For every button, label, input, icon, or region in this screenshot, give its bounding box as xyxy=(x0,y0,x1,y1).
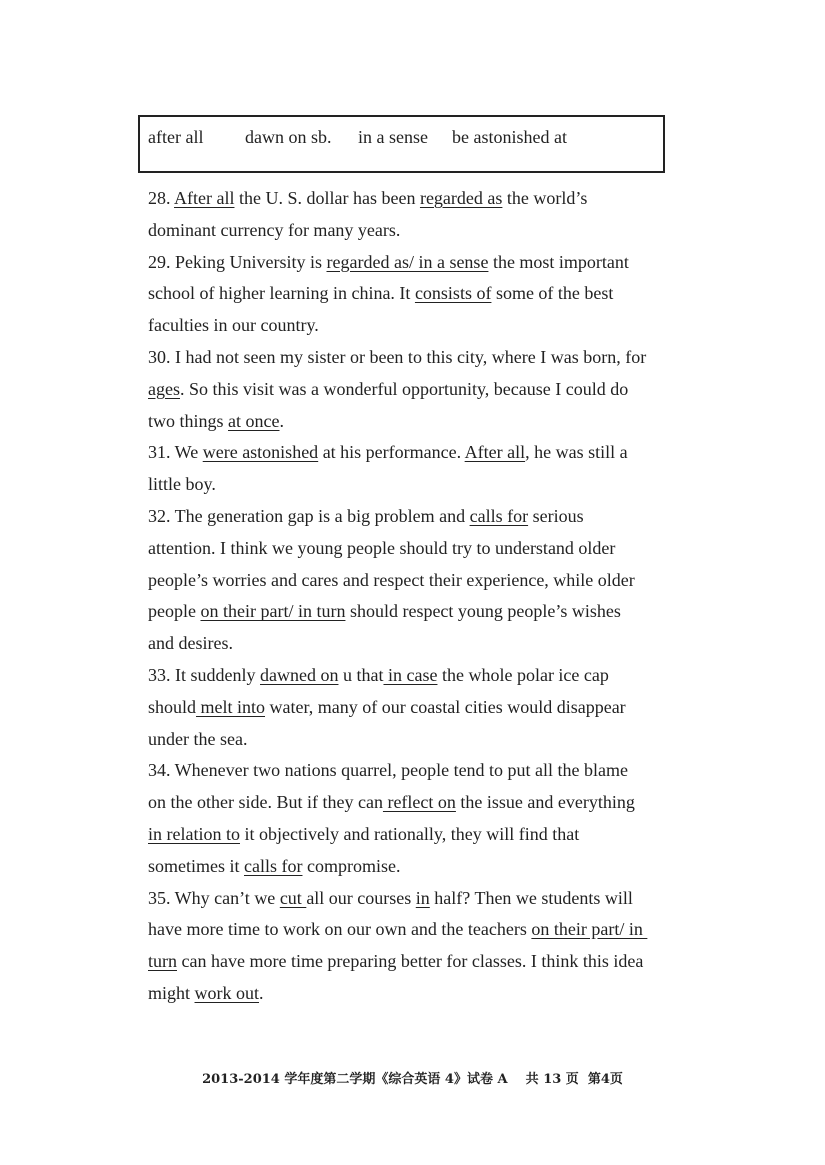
text-segment: half? Then we students will xyxy=(429,887,633,908)
text-line xyxy=(148,660,708,692)
text-segment: faculties in our country. xyxy=(148,315,319,336)
text-segment: have more time to work on our own and the teachers xyxy=(148,919,532,940)
text-segment: sometimes it xyxy=(148,855,244,876)
text-segment: 28. xyxy=(148,188,175,208)
text-segment: compromise. xyxy=(302,855,401,876)
text-segment: the most important xyxy=(488,251,629,272)
text-segment: should xyxy=(148,696,197,717)
text-line xyxy=(148,374,708,406)
underlined-answer: were astonished xyxy=(202,442,319,463)
text-segment: 32. The generation gap is a big problem and xyxy=(148,505,470,526)
text-line xyxy=(148,469,708,501)
text-segment: u that xyxy=(338,664,384,685)
text-segment: the U. S. dollar has been xyxy=(234,188,420,208)
underlined-answer: consists of xyxy=(414,283,492,304)
underlined-answer: regarded as/ in a sense xyxy=(326,251,489,272)
text-segment: . xyxy=(279,410,284,431)
text-segment: 30. I had not seen my sister or been to this city, where I was born, for xyxy=(148,346,647,367)
text-segment: people’s worries and cares and respect their experience, while older xyxy=(148,569,635,590)
text-line xyxy=(148,215,708,247)
underlined-answer: in relation to xyxy=(148,823,240,844)
underlined-answer: calls for xyxy=(244,855,303,876)
text-line xyxy=(148,978,708,1010)
text-line xyxy=(148,310,708,342)
text-segment: it objectively and rationally, they will find that xyxy=(239,823,580,844)
text-segment: the world’s xyxy=(502,188,588,208)
text-line xyxy=(148,533,708,565)
text-line xyxy=(148,787,708,819)
text-line xyxy=(148,851,708,883)
text-segment: two things xyxy=(148,410,229,431)
text-segment: and desires. xyxy=(148,633,233,654)
answer-text xyxy=(148,183,708,1010)
text-segment: , he was still a xyxy=(525,442,628,463)
word-option: in a sense xyxy=(358,127,428,147)
text-segment: some of the best xyxy=(491,283,614,304)
underlined-answer: in case xyxy=(383,664,438,685)
text-line xyxy=(148,183,708,215)
underlined-answer: After all xyxy=(464,442,526,463)
underlined-answer: on their part/ in xyxy=(531,919,648,940)
text-segment: on the other side. But if they can xyxy=(148,792,383,813)
text-segment: can have more time preparing better for classes. I think this idea xyxy=(177,951,644,972)
text-segment: . xyxy=(259,982,264,1003)
text-segment: people xyxy=(148,601,201,622)
text-segment: attention. I think we young people should try to understand older xyxy=(148,537,616,558)
text-line xyxy=(148,565,708,597)
word-option: after all xyxy=(148,127,204,147)
underlined-answer: ages xyxy=(148,378,180,399)
underlined-answer: in xyxy=(415,887,430,908)
text-line xyxy=(148,914,708,946)
text-line xyxy=(148,437,708,469)
text-segment: 31. We xyxy=(148,442,203,463)
underlined-answer: melt into xyxy=(196,696,266,717)
text-line xyxy=(148,342,708,374)
underlined-answer: dawned on xyxy=(260,664,339,685)
text-segment: water, many of our coastal cities would disappear xyxy=(265,696,626,717)
text-segment: dominant currency for many years. xyxy=(148,219,401,240)
text-line xyxy=(148,501,708,533)
text-segment: the issue and everything xyxy=(455,792,635,813)
text-segment: all our courses xyxy=(306,887,416,908)
text-line xyxy=(148,755,708,787)
text-segment: 29. Peking University is xyxy=(148,251,327,272)
text-line xyxy=(148,946,708,978)
text-line xyxy=(148,278,708,310)
text-line xyxy=(148,724,708,756)
text-segment: at his performance. xyxy=(318,442,465,463)
text-segment: serious xyxy=(528,505,584,526)
text-segment: should respect young people’s wishes xyxy=(345,601,621,622)
underlined-answer: After all xyxy=(174,188,235,208)
text-segment: might xyxy=(148,982,195,1003)
underlined-answer: turn xyxy=(148,951,177,972)
text-line xyxy=(148,883,708,915)
text-line xyxy=(148,406,708,438)
underlined-answer: at once xyxy=(228,410,280,431)
text-segment: 33. It suddenly xyxy=(148,664,260,685)
text-segment: 35. Why can’t we xyxy=(148,887,280,908)
underlined-answer: regarded as xyxy=(419,188,503,208)
text-segment: the whole polar ice cap xyxy=(437,664,609,685)
word-option: dawn on sb. xyxy=(245,127,332,147)
underlined-answer: reflect on xyxy=(382,792,456,813)
text-line xyxy=(148,819,708,851)
text-line xyxy=(148,628,708,660)
word-box xyxy=(138,115,665,173)
text-line xyxy=(148,692,708,724)
text-line xyxy=(148,247,708,279)
underlined-answer: calls for xyxy=(469,505,529,526)
text-segment: 34. Whenever two nations quarrel, people tend to put all the blame xyxy=(148,760,629,781)
underlined-answer: on their part/ in turn xyxy=(200,601,346,622)
text-segment: under the sea. xyxy=(148,728,248,749)
text-line xyxy=(148,596,708,628)
text-segment: little boy. xyxy=(148,474,216,495)
word-option: be astonished at xyxy=(452,127,567,147)
underlined-answer: cut xyxy=(279,887,307,908)
underlined-answer: work out xyxy=(194,982,260,1003)
text-segment: . So this visit was a wonderful opportunity, because I could do xyxy=(179,378,629,399)
text-segment: school of higher learning in china. It xyxy=(148,283,415,304)
page-footer: 2013-2014 学年度第二学期《综合英语 4》试卷 A 共 13 页 第4页 xyxy=(202,1072,623,1087)
